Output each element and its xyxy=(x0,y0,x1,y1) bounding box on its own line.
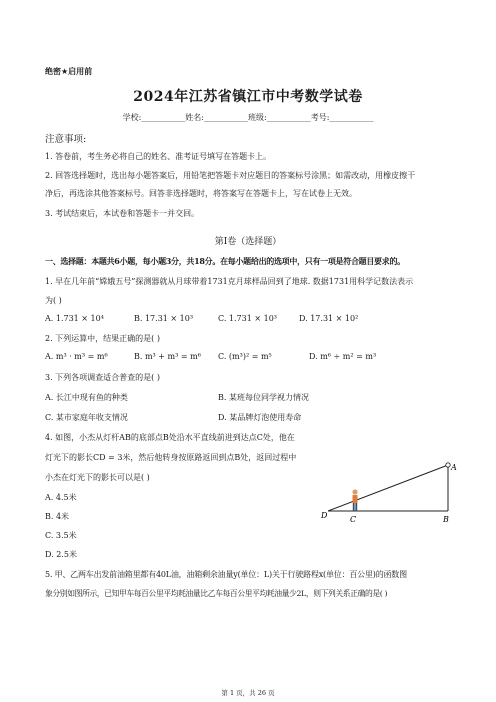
q1-option-a[interactable]: A. 1.731 × 10⁴ xyxy=(45,314,104,323)
student-info-line: 学校:___________姓名:___________班级:___________考号:___________ xyxy=(122,113,374,122)
notice-item: 1. 答卷前，考生务必将自己的姓名、准考证号填写在答题卡上。 xyxy=(45,152,272,161)
notice-item: 净后，再选涂其他答案标号。回答非选择题时，将答案写在答题卡上，写在试卷上无效。 xyxy=(45,189,357,198)
notice-item: 2. 回答选择题时，选出每小题答案后，用铅笔把答题卡对应题目的答案标号涂黑；如需改动，用橡皮擦干 xyxy=(45,171,416,180)
question-3-stem: 3. 下列各项调查适合普查的是( ) xyxy=(45,373,160,382)
q4-option-d[interactable]: D. 2.5米 xyxy=(45,550,77,559)
question-4-stem-cont: 小杰在灯光下的影长可以是( ) xyxy=(45,473,150,482)
q4-option-c[interactable]: C. 3.5米 xyxy=(45,531,77,540)
lamp-icon xyxy=(446,463,450,467)
person-icon xyxy=(352,489,357,511)
q2-option-c[interactable]: C. (m³)² = m⁵ xyxy=(218,352,272,361)
light-ray xyxy=(328,465,448,511)
question-1-stem: 1. 早在几年前“嫦娥五号”探测器就从月球带着1731克月球样品回到了地球. 数据1731用科学记数法表示 xyxy=(45,277,414,286)
q3-option-d[interactable]: D. 某品牌灯泡使用寿命 xyxy=(218,413,302,422)
label-c: C xyxy=(350,515,357,524)
q4-option-a[interactable]: A. 4.5米 xyxy=(45,493,77,502)
q1-option-c[interactable]: C. 1.731 × 10³ xyxy=(218,314,277,323)
q4-option-b[interactable]: B. 4米 xyxy=(45,512,70,521)
label-b: B xyxy=(443,515,449,524)
lamp-shadow-figure xyxy=(315,458,465,528)
question-4-stem-cont: 灯光下的影长CD = 3米，然后他转身按原路返回到点B处，返回过程中 xyxy=(45,453,297,462)
question-1-stem-cont: 为( ) xyxy=(45,296,62,305)
q2-option-a[interactable]: A. m³ · m³ = m⁶ xyxy=(45,352,108,361)
label-d: D xyxy=(321,511,328,520)
page-footer: 第 1 页，共 26 页 xyxy=(221,689,275,697)
q1-option-d[interactable]: D. 17.31 × 10² xyxy=(299,314,359,323)
q2-option-b[interactable]: B. m³ + m³ = m⁶ xyxy=(134,352,201,361)
question-2-stem: 2. 下列运算中，结果正确的是( ) xyxy=(45,334,160,343)
section-instruction: 一、选择题：本题共6小题，每小题3分，共18分。在每小题给出的选项中，只有一项是符合题目要求的。 xyxy=(45,256,405,266)
confidential-mark: 绝密★启用前 xyxy=(45,67,93,76)
notice-heading: 注意事项: xyxy=(45,134,87,145)
q1-option-b[interactable]: B. 17.31 × 10³ xyxy=(134,314,194,323)
q3-option-c[interactable]: C. 某市家庭年收支情况 xyxy=(45,413,128,422)
page-title: 2024年江苏省镇江市中考数学试卷 xyxy=(133,89,363,105)
question-4-stem: 4. 如图，小杰从灯杆AB的底部点B处沿水平直线前进到达点C处，他在 xyxy=(45,433,295,442)
question-5-stem-cont: 象分别如图所示，已知甲车每百公里平均耗油量比乙车每百公里平均耗油量少2L，则下列关系正确的是( ) xyxy=(45,589,388,598)
q3-option-a[interactable]: A. 长江中现有鱼的种类 xyxy=(45,393,128,402)
notice-item: 3. 考试结束后，本试卷和答题卡一并交回。 xyxy=(45,209,200,218)
q2-option-d[interactable]: D. m⁶ ÷ m² = m³ xyxy=(309,352,377,361)
question-5-stem: 5. 甲、乙两车出发前油箱里都有40L油，油箱剩余油量y(单位：L)关于行驶路程x(单位：百公里)的函数图 xyxy=(45,570,407,579)
section-title: 第Ⅰ卷（选择题） xyxy=(214,237,282,247)
label-a: A xyxy=(451,463,457,472)
q3-option-b[interactable]: B. 某班每位同学视力情况 xyxy=(218,393,309,402)
